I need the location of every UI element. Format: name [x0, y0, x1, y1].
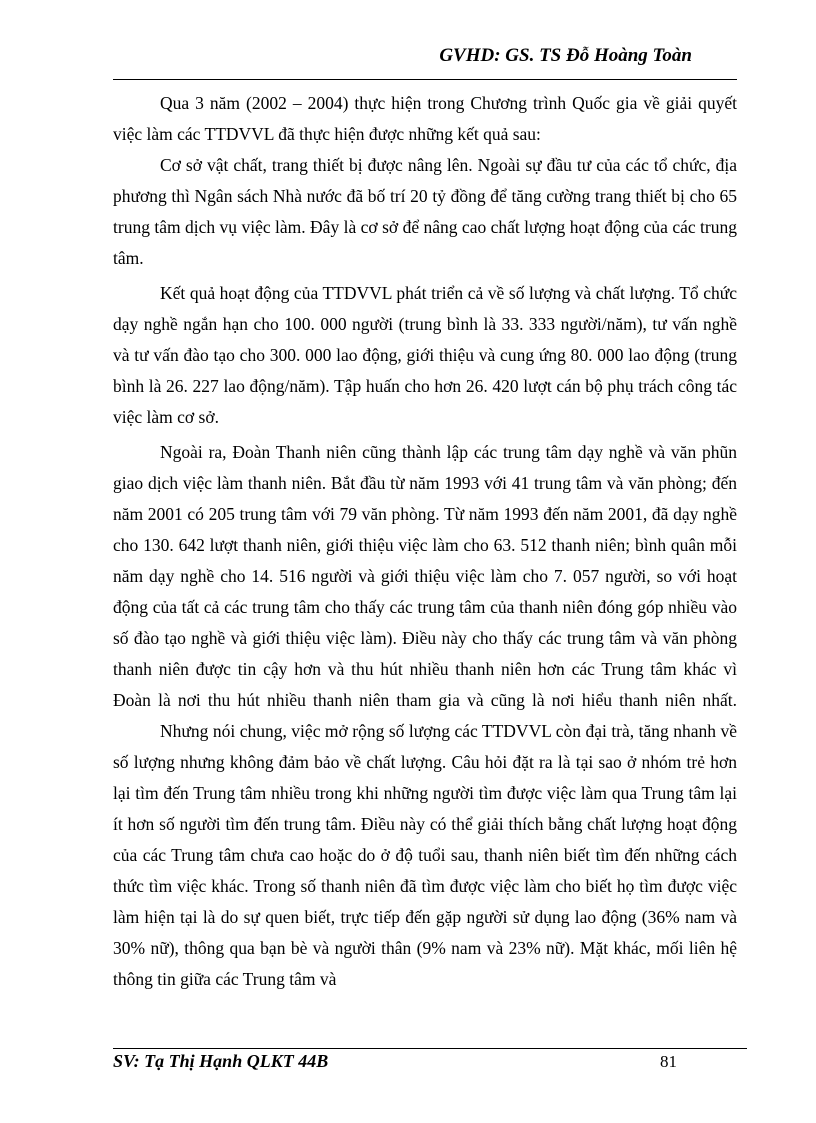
paragraph-facilities: Cơ sở vật chất, trang thiết bị được nâng lên. Ngoài sự đầu tư của các tổ chức, địa phương thì Ngân sách Nhà nước đã bố trí 20 tỷ đồng để tăng cường trang thiết bị cho 65 trung tâm dịch vụ việc làm. Đây là cơ sở để nâng cao chất lượng hoạt động của các trung tâm.: [113, 155, 737, 268]
page-number: 81: [660, 1052, 677, 1071]
paragraph-youth-union: Ngoài ra, Đoàn Thanh niên cũng thành lập các trung tâm dạy nghề và văn phũn giao dịch việc làm thanh niên. Bắt đầu từ năm 1993 với 41 trung tâm và văn phòng; đến năm 2001 có 205 trung tâm với 79 văn phòng. Từ năm 1993 đến năm 2001, đã dạy nghề cho 130. 642 lượt thanh niên, giới thiệu việc làm cho 63. 512 thanh niên; bình quân mỗi năm dạy nghề cho 14. 516 người và giới thiệu việc làm cho 7. 057 người, so với hoạt động của tất cả các trung tâm cho thấy các trung tâm của thanh niên đóng góp nhiều vào số đào tạo nghề và giới thiệu việc làm). Điều này cho thấy các trung tâm và văn phòng thanh niên được tin cậy hơn và thu hút nhiều thanh niên hơn các Trung tâm khác vì Đoàn là nơi thu hút nhiều thanh niên tham gia và cũng là nơi hiểu thanh niên nhất.: [113, 442, 737, 710]
header-supervisor: GVHD: GS. TS Đỗ Hoàng Toàn: [439, 45, 692, 66]
paragraph-intro: Qua 3 năm (2002 – 2004) thực hiện trong Chương trình Quốc gia về giải quyết việc làm các TTDVVL đã thực hiện được những kết quả sau:: [113, 93, 737, 144]
footer-student: SV: Tạ Thị Hạnh QLKT 44B: [113, 1051, 329, 1071]
paragraph-general: Nhưng nói chung, việc mở rộng số lượng các TTDVVL còn đại trà, tăng nhanh về số lượng nhưng không đảm bảo về chất lượng. Câu hỏi đặt ra là tại sao ở nhóm trẻ hơn lại tìm đến Trung tâm nhiều trong khi những người tìm được việc làm qua Trung tâm lại ít hơn số người tìm đến trung tâm. Điều này có thể giải thích bằng chất lượng hoạt động của các Trung tâm chưa cao hoặc do ở độ tuổi sau, thanh niên biết tìm đến những cách thức tìm việc khác. Trong số thanh niên đã tìm được việc làm cho biết họ tìm được việc làm hiện tại là do sự quen biết, trực tiếp đến gặp người sử dụng lao động (36% nam và 30% nữ), thông qua bạn bè và người thân (9% nam và 23% nữ). Mặt khác, mối liên hệ thông tin giữa các Trung tâm và: [113, 721, 737, 989]
footer-divider: [113, 1048, 747, 1049]
header-divider: [113, 79, 737, 80]
paragraph-results: Kết quả hoạt động của TTDVVL phát triển cả về số lượng và chất lượng. Tổ chức dạy nghề ngắn hạn cho 100. 000 người (trung bình là 33. 333 người/năm), tư vấn nghề và tư vấn đào tạo cho 300. 000 lao động, giới thiệu và cung ứng 80. 000 lao động (trung bình là 26. 227 lao động/năm). Tập huấn cho hơn 26. 420 lượt cán bộ phụ trách công tác việc làm cơ sở.: [113, 283, 737, 427]
document-body: [113, 88, 737, 995]
